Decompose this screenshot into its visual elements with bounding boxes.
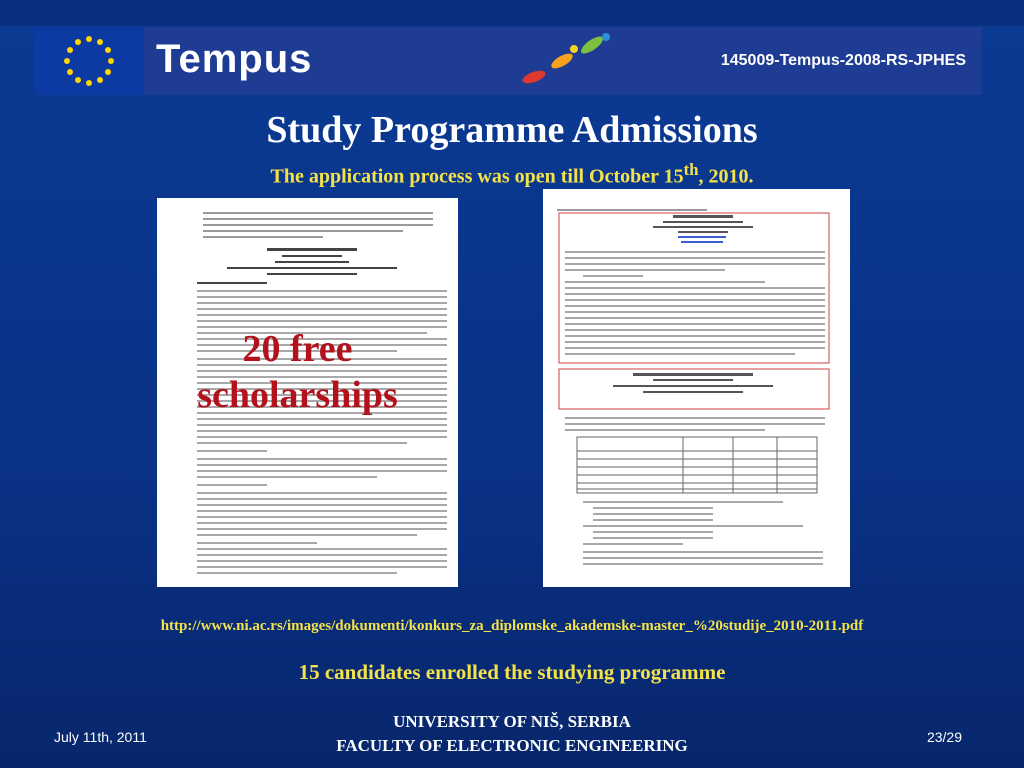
project-id: 145009-Tempus-2008-RS-JPHES [720,52,966,69]
document-scan-faculty [543,189,850,587]
slide-subtitle [0,160,1024,189]
top-strip [0,0,1024,26]
footer-faculty: FACULTY OF ELECTRONIC ENGINEERING [336,736,688,755]
footer-university: UNIVERSITY OF NIŠ, SERBIA [393,712,631,731]
scholarships-callout [170,326,425,418]
scholarships-line-1: 20 free [242,328,353,370]
enrolled-statement: 15 candidates enrolled the studying programme [298,660,726,684]
document-link[interactable]: http://www.ni.ac.rs/images/dokumenti/konkurs_za_diplomske_akademske-master_%20studije_2010-2011.pdf [160,618,864,634]
tempus-logo-text: Tempus [156,37,313,81]
subtitle-superscript: th [683,160,699,179]
eu-flag-icon [34,27,144,95]
page-number: 23/29 [926,729,962,745]
subtitle-text: The application process was open till October 15 [270,165,684,188]
footer-date: July 11th, 2011 [54,729,147,745]
scholarships-line-2: scholarships [197,374,398,416]
tempus-people-logo-icon [514,27,654,95]
footer-institution [0,710,1024,758]
slide-title: Study Programme Admissions [266,109,758,151]
subtitle-end: , 2010. [698,165,754,188]
tempus-banner [34,27,982,95]
